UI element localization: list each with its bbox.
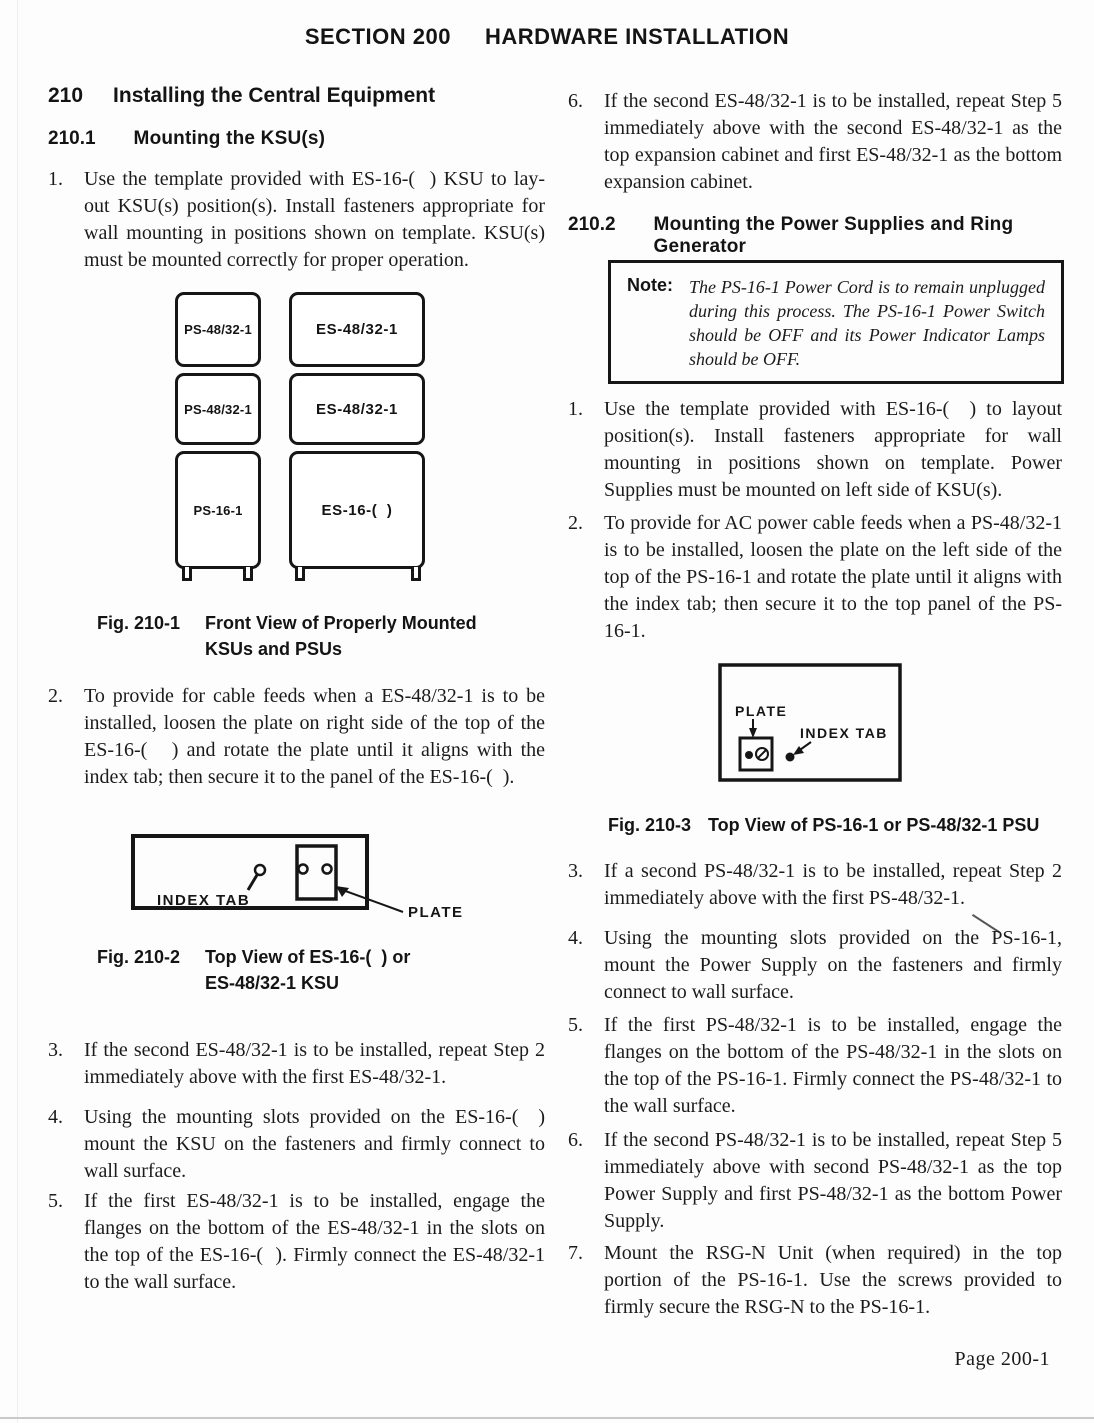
page-header [0,24,1094,50]
left-step-1 [48,166,545,274]
step-number: 2. [568,512,583,534]
left-step-2 [48,683,545,791]
plate-dot [745,751,753,759]
subsection-number: 210.1 [48,128,96,149]
step-number: 5. [48,1190,63,1212]
note-box [608,260,1064,384]
step-text: Use the template provided with ES-16-( ) KSU to lay-out KSU(s) position(s). Install fasteners appropriate for wall mounting in positions shown on template. KSU(s) must be mounted correctly for proper operation. [84,168,545,271]
footer-page-number: Page 200-1 [954,1348,1050,1370]
caption-line: KSUs and PSUs [205,639,343,659]
step-number: 1. [568,398,583,420]
cabinet-ps16 [175,451,261,569]
cabinet-label: ES-48/32-1 [316,400,398,418]
fig-caption-text: Top View of PS-16-1 or PS-48/32-1 PSU [708,815,1040,835]
step-text: Using the mounting slots provided on the PS-16-1, mount the Power Supply on the fasteners and firmly connect to wall surface. [604,927,1062,1003]
step-text: If a second PS-48/32-1 is to be installed, repeat Step 2 immediately above with the first PS-48/32-1. [604,860,1062,909]
plate-screw-hole [323,865,332,874]
step-number: 4. [48,1106,63,1128]
cabinet-foot [243,567,253,581]
right-step-1 [568,396,1062,504]
cabinet-foot [411,567,421,581]
index-tab-leader-line [248,875,257,890]
cabinet-label: PS-48/32-1 [184,322,252,337]
step-number: 4. [568,927,583,949]
scan-line-artifact [17,0,18,1423]
step-number: 7. [568,1242,583,1264]
caption-line: Front View of Properly Mounted [205,613,477,633]
step-number: 6. [568,90,583,112]
cabinet-label: PS-48/32-1 [184,401,252,417]
step-number: 3. [568,860,583,882]
step-text: Use the template provided with ES-16-( ) to layout position(s). Install fasteners appropriate for wall mounting in positions shown on template. Power Supplies must be mounted on left side of KSU(s). [604,398,1062,501]
right-step-6 [568,1127,1062,1235]
section-title: Installing the Central Equipment [113,84,436,107]
fig-caption-label: Fig. 210-3 [608,815,692,835]
fig-caption-text [205,610,477,662]
subsection-title: Mounting the KSU(s) [133,128,326,149]
fig-caption-text [205,944,410,996]
right-step-2 [568,510,1062,645]
step-number: 3. [48,1039,63,1061]
fig-caption-label: Fig. 210-1 [97,613,181,633]
cabinet-label: ES-48/32-1 [316,321,398,338]
header-section-number: SECTION 200 [304,24,451,49]
step-text: To provide for cable feeds when a ES-48/32-1 is to be installed, loosen the plate on right side of the top of the ES-16-( ) and rotate the plate until it aligns with the index tab; then secure it to the panel of the ES-16-( ). [84,685,545,788]
plate-label: PLATE [735,703,788,719]
subsection-title: Mounting the Power Supplies and Ring Generator [653,214,1014,257]
left-step-3 [48,1037,545,1091]
step-text: If the second ES-48/32-1 is to be installed, repeat Step 2 immediately above with the first ES-48/32-1. [84,1039,545,1088]
step-text: If the first PS-48/32-1 is to be installed, engage the flanges on the bottom of the PS-48/32-1 in the slots on the top of the PS-16-1. Firmly connect the PS-48/32-1 to the wall surface. [604,1014,1062,1117]
step-text: To provide for AC power cable feeds when a PS-48/32-1 is to be installed, loosen the plate on the left side of the top of the PS-16-1 and rotate the plate until it aligns with the index tab; then secure it to the top panel of the PS-16-1. [604,512,1062,642]
step-number: 5. [568,1014,583,1036]
caption-line: Top View of ES-16-( ) or [205,947,411,967]
right-step-5 [568,1012,1062,1120]
right-step-3 [568,858,1062,912]
index-tab-pin [255,865,265,875]
header-title: HARDWARE INSTALLATION [484,24,790,49]
psu-top-outline [720,665,900,780]
cabinet-es48-mid [289,373,425,445]
fig-210-3-caption [608,812,1064,838]
fig-210-3-diagram [716,658,916,790]
step-number: 1. [48,168,63,190]
cabinet-foot [295,567,305,581]
right-step-7 [568,1240,1062,1321]
cabinet-label: PS-16-1 [193,502,243,518]
subsection-number: 210.2 [568,214,616,235]
subsection-heading-210-2 [568,214,1094,258]
cabinet-es16 [289,451,425,569]
step-text: If the first ES-48/32-1 is to be installed, engage the flanges on the bottom of the ES-48/32-1 in the slots on the top of the ES-16-( ). Firmly connect the ES-48/32-1 to the wall surface. [84,1190,545,1293]
fig-210-1-caption [97,610,527,662]
cabinet-foot [182,567,192,581]
step-number: 6. [568,1129,583,1151]
subsection-heading-210-1 [48,128,325,150]
step-text: Mount the RSG-N Unit (when required) in the top portion of the PS-16-1. Use the screws provided to firmly secure the RSG-N to the PS-16-1. [604,1242,1062,1318]
fig-210-2-diagram [131,828,476,928]
fig-210-2-caption [97,944,527,996]
step-text: If the second PS-48/32-1 is to be installed, repeat Step 5 immediately above with second PS-48/32-1 as the top Power Supply and first PS-48/32-1 as the bottom Power Supply. [604,1129,1062,1232]
left-step-4 [48,1104,545,1185]
section-heading-210 [48,84,435,108]
section-number: 210 [48,84,84,107]
right-step-4 [568,925,1062,1006]
right-step-6-top [568,88,1062,196]
step-text: If the second ES-48/32-1 is to be installed, repeat Step 5 immediately above with the second ES-48/32-1 as the top expansion cabinet and first ES-48/32-1 as the bottom expansion cabinet. [604,90,1062,193]
scan-bottom-edge [0,1417,1094,1419]
index-tab-label: INDEX TAB [800,725,888,741]
cabinet-es48-top [289,292,425,367]
step-text: Using the mounting slots provided on the ES-16-( ) mount the KSU on the fasteners and firmly connect to wall surface. [84,1106,545,1182]
index-tab-label: INDEX TAB [157,892,251,909]
screw-slot [758,750,766,758]
note-text: The PS-16-1 Power Cord is to remain unplugged during this process. The PS-16-1 Power Switch should be OFF and its Power Indicator Lamps should be OFF. [689,277,1045,369]
left-step-5 [48,1188,545,1296]
cabinet-label: ES-16-( ) [321,501,393,519]
index-tab-dot [786,753,795,762]
note-label: Note: [627,275,673,295]
plate-screw-hole [299,865,308,874]
caption-line: ES-48/32-1 KSU [205,973,340,993]
cabinet-ps48-top [175,292,261,367]
fig-caption-label: Fig. 210-2 [97,947,181,967]
plate-label: PLATE [408,904,464,921]
cabinet-ps48-mid [175,373,261,445]
fig-210-1-diagram [175,292,425,590]
step-number: 2. [48,685,63,707]
